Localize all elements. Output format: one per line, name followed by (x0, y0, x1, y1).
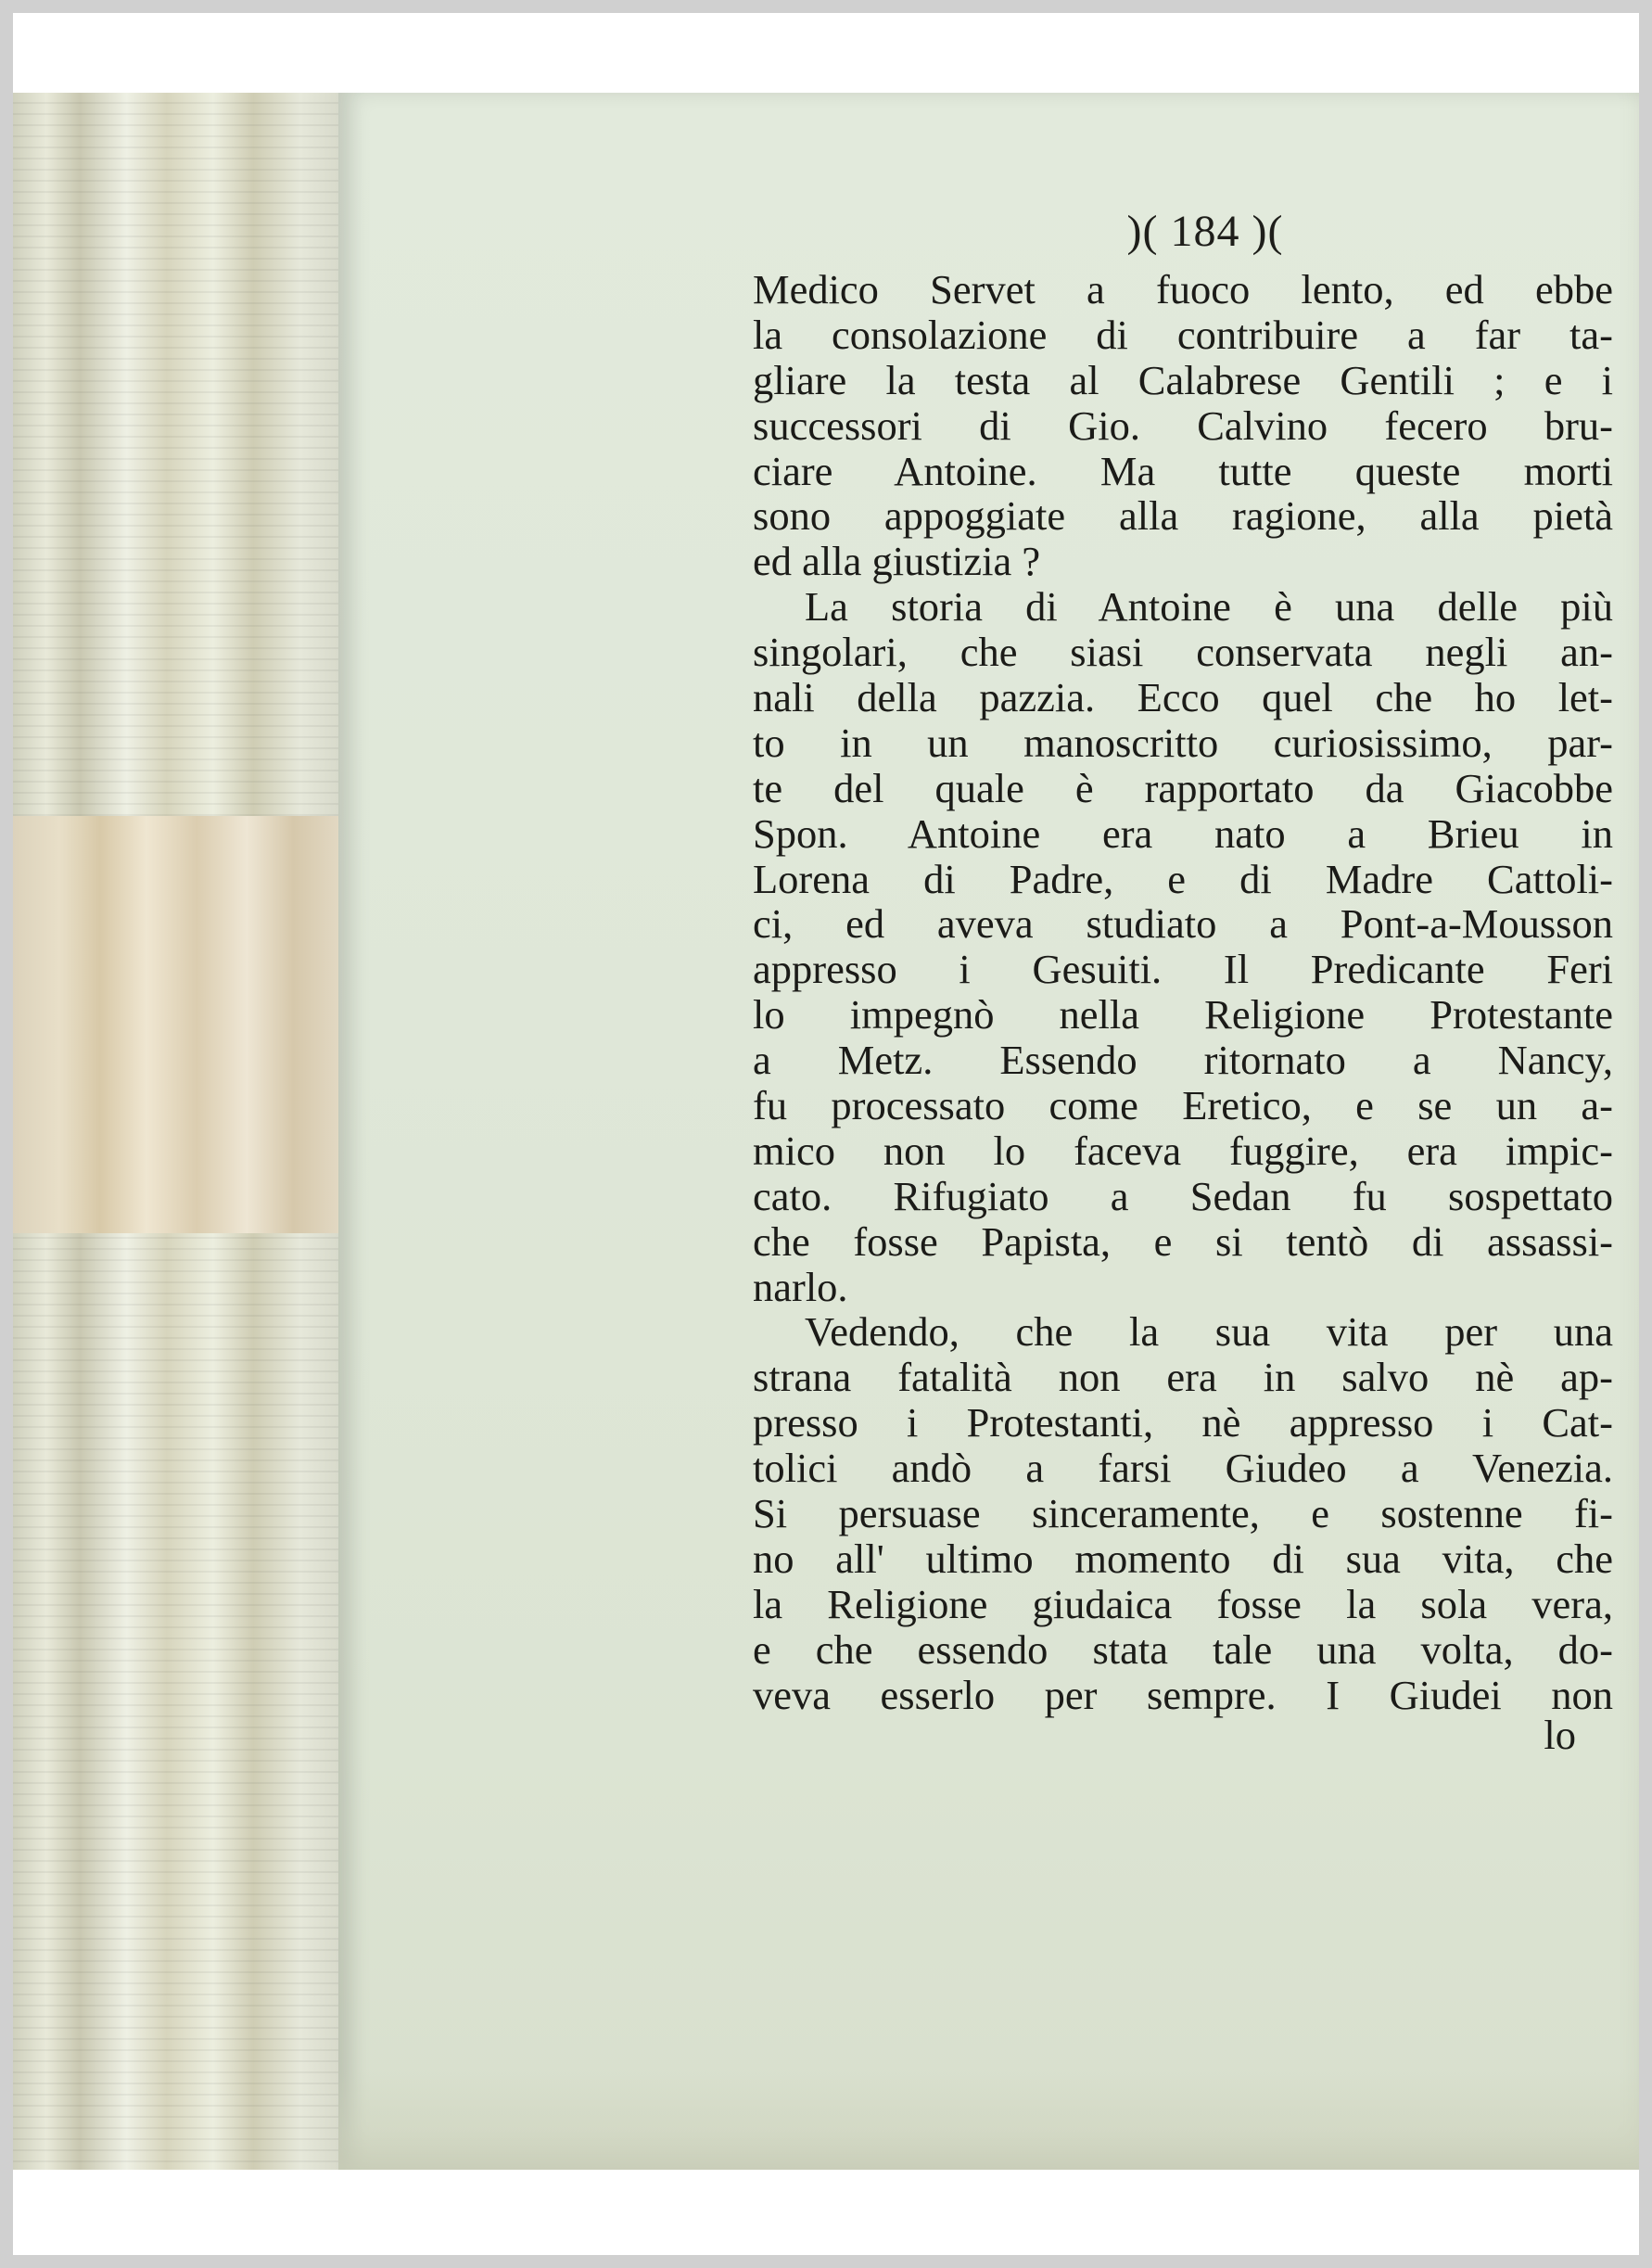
text-line: La storia di Antoine è una delle più (805, 583, 1613, 631)
text-line: to in un manoscritto curiosissimo, par- (753, 719, 1613, 766)
text-line: successori di Gio. Calvino fecero bru- (753, 401, 1613, 449)
text-line: presso i Protestanti, nè appresso i Cat- (753, 1399, 1613, 1446)
text-line: che fosse Papista, e si tentò di assassi- (753, 1217, 1613, 1265)
text-line: Vedendo, che la sua vita per una (805, 1308, 1613, 1356)
text-line: narlo. (753, 1263, 848, 1310)
text-line: a Metz. Essendo ritornato a Nancy, (753, 1037, 1613, 1084)
text-line: Lorena di Padre, e di Madre Cattoli- (753, 855, 1613, 902)
text-line: ed alla giustizia ? (753, 538, 1041, 585)
text-line: ci, ed aveva studiato a Pont-a-Mousson (753, 900, 1613, 948)
text-line: ciare Antoine. Ma tutte queste morti (753, 447, 1613, 494)
text-line: lo impegnò nella Religione Protestante (753, 991, 1613, 1038)
text-line: tolici andò a farsi Giudeo a Venezia. (753, 1445, 1613, 1492)
catchword: lo (1544, 1712, 1576, 1758)
body-text (753, 267, 1613, 1718)
text-line: mico non lo faceva fuggire, era impic- (753, 1127, 1613, 1174)
text-line: fu processato come Eretico, e se un a- (753, 1082, 1613, 1129)
text-line: cato. Rifugiato a Sedan fu sospettato (753, 1172, 1613, 1219)
text-line: sono appoggiate alla ragione, alla pietà (753, 492, 1613, 540)
text-line: appresso i Gesuiti. Il Predicante Feri (753, 946, 1613, 993)
text-line: veva esserlo per sempre. I Giudei non (753, 1671, 1613, 1718)
text-line: singolari, che siasi conservata negli an- (753, 629, 1613, 676)
text-line: e che essendo stata tale una volta, do- (753, 1625, 1613, 1673)
text-line: nali della pazzia. Ecco quel che ho let- (753, 674, 1613, 721)
text-line: Medico Servet a fuoco lento, ed ebbe (753, 266, 1613, 312)
text-line: no all' ultimo momento di sua vita, che (753, 1535, 1613, 1582)
text-line: te del quale è rapportato da Giacobbe (753, 764, 1613, 811)
page-header: )( 184 )( (1126, 207, 1284, 256)
text-line: la Religione giudaica fosse la sola vera, (753, 1580, 1613, 1627)
scan-bottom-margin (13, 2170, 1639, 2255)
text-line: gliare la testa al Calabrese Gentili ; e i (753, 356, 1613, 403)
text-line: Spon. Antoine era nato a Brieu in (753, 809, 1613, 857)
book-spine-band (13, 816, 347, 1233)
text-line: la consolazione di contribuire a far ta- (753, 311, 1613, 358)
text-line: strana fatalità non era in salvo nè ap- (753, 1354, 1613, 1401)
text-line: Si persuase sinceramente, e sostenne fi- (753, 1490, 1613, 1537)
